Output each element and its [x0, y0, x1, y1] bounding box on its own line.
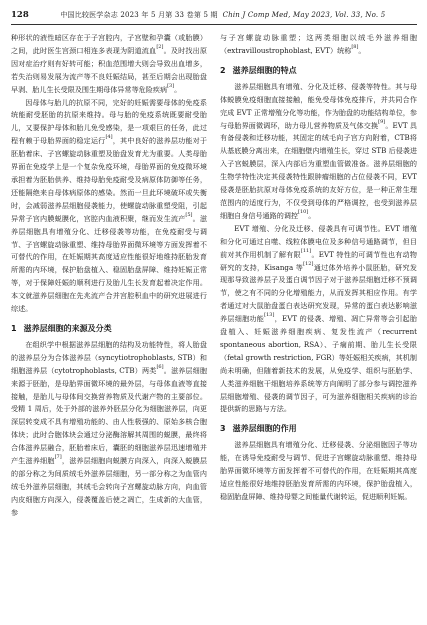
section-heading	[220, 422, 417, 435]
citation: [11]	[300, 247, 312, 254]
paragraph: 种形状的液性暗区存在于子宫腔内，子宫壁和孕囊（或胎膜）之间，此时医生宫颈口相连多表现为阴道流血[2]。及时找出原因对症治疗则有好转可能；积血范围增大则会导致出血增多，若失治则易发展为流产等不良妊娠结局，甚至后期会出现胎盘早剥、胎儿生长受限及围生期母体异常等危险疾病[3]。	[11, 33, 207, 94]
section-title: 滋养层细胞的来源及分类	[23, 323, 112, 333]
paragraph: 滋养层细胞具有增殖分化、迁移侵袭、分泌细胞因子等功能，在诱导免疫耐受与调节、促进子宫螺旋动脉重塑、维持母胎界面微环境等方面发挥着不可替代的作用，在妊娠期其高度适应性能很好地维持胚胎发育所需的内环境，保护胎盘植入，稳固胎盘屏障、维持母婴之间能量代谢转运，促进顺利妊娠。	[220, 440, 417, 501]
right-column	[220, 32, 417, 620]
running-header	[11, 8, 417, 22]
citation: [6]	[156, 363, 164, 370]
section-number: 1	[11, 323, 17, 333]
journal-title-cn: 中国比较医学杂志 2023 年 5 月第 33 卷第 5 期	[60, 11, 218, 19]
citation: [4]	[105, 134, 113, 141]
citation: [3]	[167, 82, 175, 89]
paragraph: 与子宫螺旋动脉重塑；这两类细胞以绒毛外滋养细胞（extravilloustrophoblast, EVT）统称[8]。	[220, 33, 417, 55]
citation: [8]	[351, 43, 359, 50]
paragraph: 在组织学中根据滋养层细胞的结构及功能特性，将人胎盘的滋养层分为合体滋养层（syncytiotrophoblasts, STB）和细胞滋养层（cytotrophoblasts, CTB）两类[6]。滋养层细胞来源于胚胎，是母胎界面微环境的最外层，与母体血液等直接接触，是胎儿与母体间交换营养物质及代谢产物的主要部位。受精 1 周后，处于外部的滋养外胚层分化为细胞滋养层，向更深层转变成不具有增殖功能的、由人性极强的、原始多核合胞体块；此时合胞体块会通过分泌酶溶解其周围的蜕膜，最终将合体滋养层融合，胚胎着床后，囊胚的细胞滋养层迅速增殖并产生滋养细胞[7]，滋养层细胞向蜕膜方向深入，向深入蜕膜层的部分称之为间质绒毛外滋养层细胞，另一部分称之为血管内绒毛外滋养层细胞，其绒毛会转向子宫螺旋动脉方向，向血管内皮细胞方向深入，侵袭覆盖后使之凋亡，生成新的大血管，参	[11, 339, 207, 517]
citation: [2]	[156, 43, 164, 50]
paragraph: 因母体与胎儿的抗原不同，完好的妊娠需要母体的免疫系统能耐受胚胎的抗原来维持。母与胎的免疫系统既要耐受胎儿，又要保护母体和胎儿免受感染，是一项艰巨的任务，此过程有赖于母胎界面的稳定运行[4]，其中良好的滋养层功能对于胚胎着床、子宫螺旋动脉重塑及胎盘发育尤为重要。人类母胎界面在免疫学上是一个复杂免疫环境，母胎界面的免疫微环境承担着为胚胎供养、维持母胎免疫耐受及病原体防御等任务，还能隔绝来自母体病原体的感染。然而一旦此环境破环或失衡时，会减弱滋养层细胞侵袭能力，使螺旋动脉重塑受阻，引起异常子宫内膜蜕膜化，宫腔内血液积聚，继而发生流产[5]。滋养层细胞具有增殖分化、迁移侵袭等功能，在免疫耐受与调节、子宫螺旋动脉重塑、维持母胎界面微环境等方面发挥着不可替代的作用，在妊娠期其高度适应性能很好地维持胚胎发育所需的内环境，保护胎盘植入、稳固胎盘屏障、维持妊娠正常等，对于保障妊娠的顺利进行及胎儿生长发育起着决定作用。本文就滋养层细胞在先兆流产合并宫腔积血中的研究进展进行综述。	[11, 97, 207, 314]
section-number: 3	[220, 424, 226, 434]
citation: [12]	[303, 260, 314, 267]
citation: [5]	[185, 211, 193, 218]
citation: [7]	[54, 454, 62, 461]
header-rule	[11, 24, 417, 25]
paragraph: 滋养层细胞具有增殖、分化及迁移、侵袭等特性。其与母体蜕膜免疫细胞直接接触，能免受母体免疫排斥，并共同合作完成 EVT 正常增殖分化等功能，作为胎盘的功能结构单位，参与母胎界面微调环，助力母儿营养物质及气体交换[9]。EVT 具有备侵袭和迁移功能，其固定的绒毛向子宫方向附着，CTB将从基底膜分离出来，在细胞壁内增殖生长，穿过 STB 后侵袭进入子宫蜕膜层，深入内部后为重塑血管做准备。滋养层细胞的生物学特性决定其侵袭特性跟肿瘤细胞的占位侵袭不同，EVT 侵袭是胚胎抗原对母体免疫系统的友好方位，是一种正常生理范围内的适度行为，不仅受到母体的严格调控，也受到滋养层细胞自身信号通路的调控[10]。	[220, 81, 417, 220]
citation: [13]	[264, 312, 275, 319]
section-heading	[220, 64, 417, 77]
journal-title-en: Chin J Comp Med, May 2023, Vol. 33, No. 5	[222, 11, 386, 19]
section-title: 滋养层细胞的作用	[232, 424, 297, 434]
page-number: 128	[11, 10, 29, 20]
section-heading	[11, 322, 207, 335]
section-number: 2	[220, 65, 226, 75]
left-column	[11, 32, 207, 620]
citation: [9]	[378, 118, 386, 125]
section-title: 滋养层细胞的特点	[232, 65, 297, 75]
citation: [10]	[298, 208, 309, 215]
paragraph: EVT 增殖、分化及迁移、侵袭具有可调节性。EVT 增殖和分化可通过自噬、线粒体膜电位及多种信号通路调节，但目前对其作用机制了解有限[11]。EVT 特性的可调节性也有动物研究的支持，Kisanga 等[12]通过体外培养小鼠胚胎，研究发现那导致滋养层子及蛋白调节因子对于滋养层细胞迁移不预调节，使之有不同的分化增殖能力，从而发挥其相应作用。有学者通过对大鼠胎盘蛋白表达研究发现，异常的蛋白表达影响滋养层细胞功能[13]，EVT 的侵袭、增殖、凋亡异常等会引起胎盘植入、妊娠滋养细胞疾病、复发性流产（recurrent spontaneous abortion, RSA）、子痫前期、胎儿生长受限（fetal growth restriction, FGR）等妊娠相关疾病，其机制尚未明确，但随着新技术的发展，从免疫学、组织与胚胎学、人类滋养细胞干细胞培养系统等方向阐明了部分参与调控滋养层细胞增殖、侵袭的调节因子，可为滋养细胞相关疾病的诊治提供新的思路与方法。	[220, 223, 417, 414]
journal-citation	[29, 10, 417, 20]
